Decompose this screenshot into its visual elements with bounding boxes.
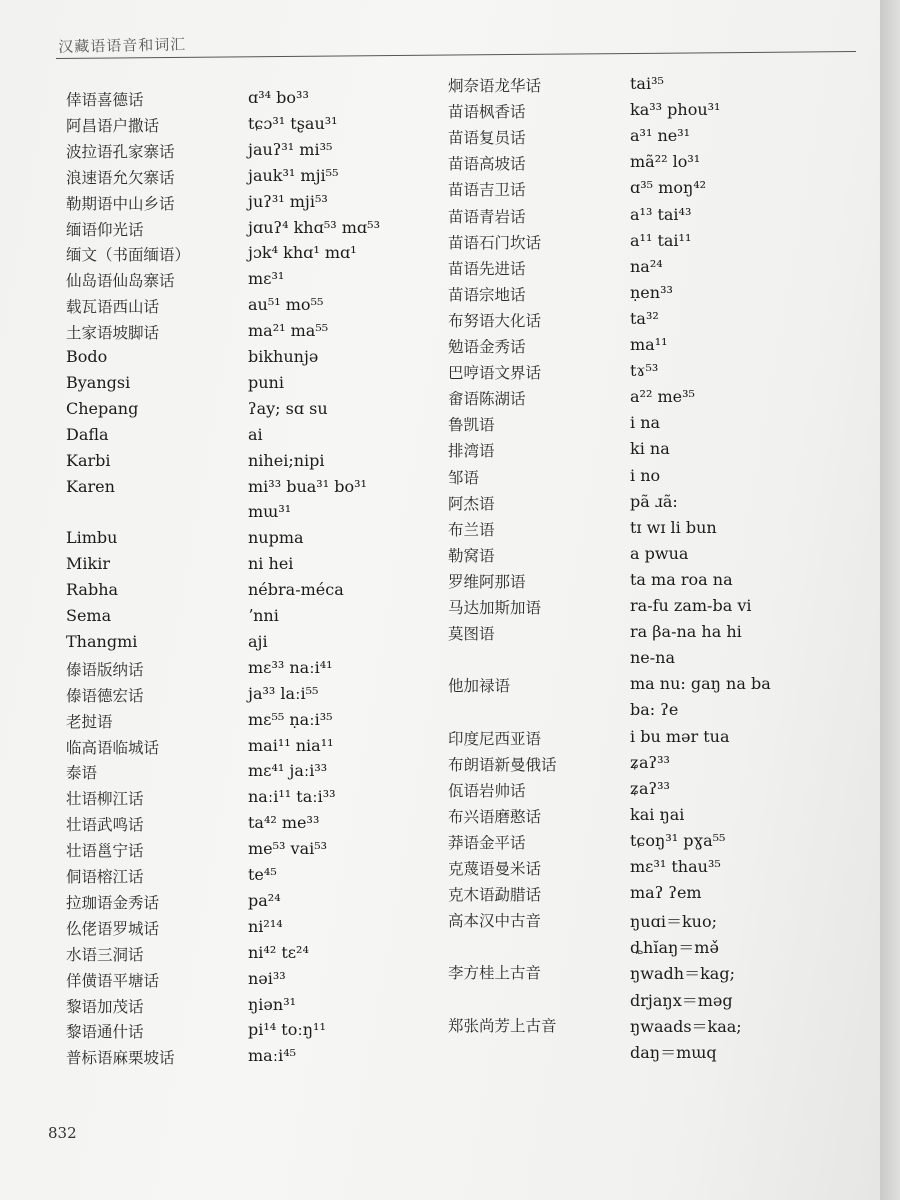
language-name: 阿杰语	[448, 494, 495, 513]
word-form: pi¹⁴ toːŋ¹¹	[248, 1020, 326, 1040]
language-name: 莫图语	[448, 625, 495, 644]
word-form: drjaŋx＝məg	[630, 990, 733, 1010]
word-form: jɑuʔ⁴ khɑ⁵³ mɑ⁵³	[248, 217, 380, 237]
page-edge	[880, 0, 900, 1200]
language-name: 佤语岩帅话	[448, 781, 526, 800]
language-name: Sema	[66, 606, 112, 625]
word-form: tɕɔ³¹ tʂau³¹	[248, 113, 338, 133]
word-form: jɔk⁴ khɑ¹ mɑ¹	[248, 243, 357, 263]
running-header: 汉藏语语音和词汇	[58, 35, 187, 56]
language-name: 他加禄语	[448, 677, 511, 696]
word-form: ka³³ phou³¹	[630, 100, 721, 120]
word-form: ai	[248, 424, 263, 444]
word-form: puni	[248, 372, 284, 392]
word-form: ŋwaads＝kaa;	[630, 1016, 742, 1036]
language-name: Bodo	[66, 347, 108, 366]
word-form: ra-fu zam-ba vi	[630, 596, 752, 615]
language-name: 侗语榕江话	[66, 868, 144, 886]
language-name: 李方桂上古音	[448, 964, 542, 983]
word-form: nébra-méca	[248, 580, 344, 600]
language-name: 壮语柳江话	[66, 790, 144, 809]
word-form: i no	[630, 465, 661, 485]
language-name: 苗语石门坎话	[448, 233, 542, 252]
language-name: 苗语高坡话	[448, 155, 526, 174]
language-name: 布兴语磨憨话	[448, 807, 542, 826]
word-form: ba: ʔe	[630, 700, 679, 720]
language-name: 高本汉中古音	[448, 912, 542, 931]
word-form: jauk³¹ mji⁵⁵	[248, 165, 339, 185]
word-form: nəi³³	[248, 968, 286, 988]
word-form: ŋiən³¹	[248, 994, 297, 1014]
language-name: 浪速语允欠寨话	[66, 168, 175, 187]
language-name: Byangsi	[66, 372, 131, 392]
language-name: Thangmi	[66, 631, 138, 651]
word-form: au⁵¹ mo⁵⁵	[248, 295, 324, 315]
word-form: ʑaʔ³³	[630, 752, 670, 772]
word-form: i bu mər tua	[630, 726, 730, 746]
language-name: 倖语喜德话	[66, 91, 144, 109]
word-form: ta³²	[630, 308, 659, 328]
word-form: a pwua	[630, 543, 689, 563]
word-form: mã²² lo³¹	[630, 152, 701, 172]
word-form: ra βa-na ha hi	[630, 622, 742, 642]
language-name: 苗语先进话	[448, 259, 526, 278]
language-name: 波拉语孔家寨话	[66, 142, 175, 161]
word-form: tɪ wɪ li bun	[630, 517, 717, 537]
language-name: 苗语复员话	[448, 129, 526, 148]
language-name: 勒期语中山乡话	[66, 194, 175, 213]
word-form: ma²¹ ma⁵⁵	[248, 321, 329, 341]
word-form: ʑaʔ³³	[630, 778, 670, 798]
word-form: maʔ ʔem	[630, 883, 702, 903]
language-name: 苗语青岩话	[448, 207, 526, 226]
word-form: ki na	[630, 439, 670, 459]
language-name: 土家语坡脚话	[66, 324, 160, 343]
language-name: 马达加斯加语	[448, 599, 542, 617]
language-name: 普标语麻栗坡话	[66, 1049, 175, 1068]
language-name: Dafla	[66, 424, 109, 444]
word-form: tɕoŋ³¹ pɣa⁵⁵	[630, 830, 726, 850]
word-form: tai³⁵	[630, 74, 664, 93]
language-name: 水语三洞话	[66, 945, 144, 964]
language-name: 勒窝语	[448, 546, 495, 565]
language-name: 壮语邕宁话	[66, 842, 144, 861]
word-form: me⁵³ vai⁵³	[248, 839, 328, 859]
word-form: ŋwadh＝kag;	[630, 964, 735, 984]
word-form: mai¹¹ nia¹¹	[248, 735, 334, 755]
word-form: ta⁴² me³³	[248, 813, 320, 833]
language-name: Karbi	[66, 450, 111, 470]
language-name: 克蔑语曼米话	[448, 860, 542, 878]
word-form: ma nu: gaŋ na ba	[630, 674, 771, 694]
language-name: 苗语宗地话	[448, 285, 526, 304]
language-name: 克木语勐腊话	[448, 886, 542, 905]
word-form: ni⁴² tɛ²⁴	[248, 942, 309, 962]
word-form: a¹³ tai⁴³	[630, 204, 692, 224]
language-name: 阿昌语户撒话	[66, 116, 160, 135]
language-name: 邹语	[448, 468, 480, 487]
word-form: pa²⁴	[248, 890, 281, 910]
language-name: 莽语金平话	[448, 833, 526, 852]
word-form: a²² me³⁵	[630, 387, 695, 407]
word-form: mi³³ bua³¹ bo³¹	[248, 476, 367, 496]
language-name: Limbu	[66, 528, 118, 548]
word-form: ni²¹⁴	[248, 916, 283, 936]
language-name: 勉语金秀话	[448, 338, 526, 356]
language-name: 黎语加茂话	[66, 997, 144, 1016]
word-form: mɛ⁴¹ jaːi³³	[248, 761, 328, 781]
word-form: i na	[630, 413, 661, 433]
language-name: 排湾语	[448, 442, 495, 461]
word-form: aji	[248, 631, 268, 651]
language-name: 傣语德宏话	[66, 686, 144, 705]
language-name: 罗维阿那语	[448, 572, 526, 591]
language-name: 泰语	[66, 764, 98, 783]
word-form: a³¹ ne³¹	[630, 126, 691, 146]
language-name: 傣语版纳话	[66, 660, 144, 679]
language-name: 炯奈语龙华话	[448, 77, 542, 95]
language-name: Mikir	[66, 554, 110, 574]
language-name: 壮语武鸣话	[66, 816, 144, 835]
word-form: pã ɹã:	[630, 491, 678, 511]
word-form: ja³³ laːi⁵⁵	[248, 683, 319, 703]
word-form: ɑ³⁴ bo³³	[248, 88, 309, 107]
word-form: naːi¹¹ taːi³³	[248, 787, 336, 807]
word-form: ʔay; sɑ su	[248, 398, 328, 418]
word-form: ni hei	[248, 554, 294, 574]
language-name: 郑张尚芳上古音	[448, 1016, 557, 1035]
language-name: 苗语枫香话	[448, 103, 526, 122]
language-name: 印度尼西亚语	[448, 729, 542, 748]
word-form: mɛ⁵⁵ ṇaːi³⁵	[248, 709, 333, 729]
word-form: nupma	[248, 528, 304, 548]
language-name: Rabha	[66, 580, 119, 600]
language-name: 布兰语	[448, 520, 495, 539]
word-form: ȡhĭaŋ＝mǝ̌	[630, 938, 719, 958]
word-form: kai ŋai	[630, 804, 685, 824]
language-name: 拉珈语金秀话	[66, 893, 160, 912]
word-form: daŋ＝mɯq	[630, 1042, 717, 1062]
language-name: 巴哼语文界话	[448, 364, 542, 383]
word-form: ne-na	[630, 648, 676, 668]
language-name: 缅文（书面缅语）	[66, 246, 191, 265]
word-form: mɛ³¹ thau³⁵	[630, 857, 721, 876]
word-form: ṇen³³	[630, 282, 673, 302]
word-form: ɑ³⁵ moŋ⁴²	[630, 178, 707, 198]
language-name: 缅语仰光话	[66, 220, 144, 239]
language-name: 老挝语	[66, 712, 113, 731]
language-name: 苗语吉卫话	[448, 181, 526, 200]
word-form: mɯ³¹	[248, 502, 292, 522]
word-form: ŋuɑi＝kuo;	[630, 912, 717, 932]
language-name: 布朗语新曼俄话	[448, 755, 557, 774]
language-name: Chepang	[66, 398, 139, 418]
language-name: 载瓦语西山话	[66, 298, 160, 317]
word-form: jauʔ³¹ mi³⁵	[248, 139, 333, 159]
language-name: Karen	[66, 476, 115, 496]
word-form: juʔ³¹ mji⁵³	[248, 191, 328, 211]
word-form: maːi⁴⁵	[248, 1046, 297, 1066]
language-name: 临高语临城话	[66, 738, 160, 757]
word-form: tɤ⁵³	[630, 361, 659, 381]
word-form: ʼnni	[248, 606, 279, 625]
word-form: na²⁴	[630, 256, 663, 276]
word-form: ta ma roa na	[630, 569, 733, 589]
language-name: 黎语通什话	[66, 1023, 144, 1042]
word-form: mɛ³³ naːi⁴¹	[248, 657, 333, 677]
language-name: 佯僙语平塘话	[66, 971, 160, 990]
language-name: 仫佬语罗城话	[66, 919, 160, 938]
language-name: 布努语大化话	[448, 311, 542, 330]
word-form: nihei;nipi	[248, 450, 325, 470]
word-form: ma¹¹	[630, 335, 668, 354]
language-name: 仙岛语仙岛寨话	[66, 272, 175, 291]
word-form: te⁴⁵	[248, 865, 277, 884]
word-form: a¹¹ tai¹¹	[630, 230, 692, 250]
word-form: bikhunjə	[248, 347, 319, 366]
word-form: mɛ³¹	[248, 269, 285, 289]
page-number: 832	[48, 1124, 77, 1142]
language-name: 畲语陈湖话	[448, 390, 526, 409]
language-name: 鲁凯语	[448, 416, 495, 435]
